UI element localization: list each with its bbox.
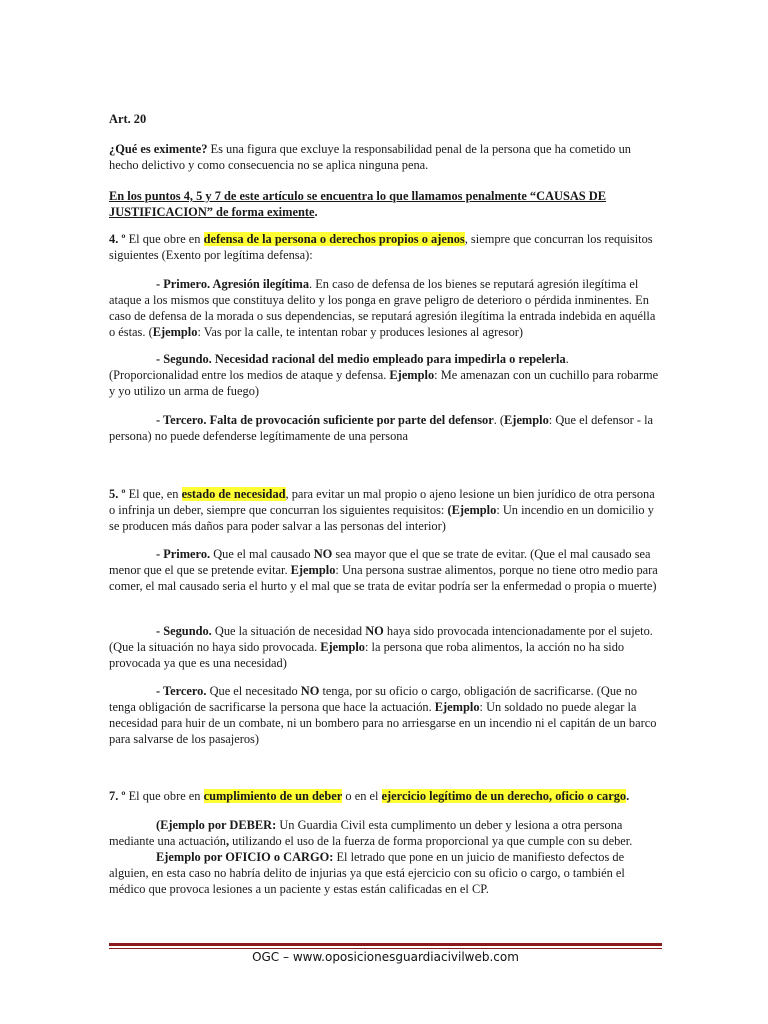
definition-paragraph: ¿Qué es eximente? Es una figura que excluye la responsabilidad penal de la persona que ha cometido un hecho delictivo y como consecuencia no se aplica ninguna pena. xyxy=(109,142,631,172)
point-4-paragraph: 4. º El que obre en defensa de la persona o derechos propios o ajenos, siempre que concurran los requisitos siguientes (Exento por legítima defensa): xyxy=(109,232,653,262)
point-5-requirement-3: - Tercero. Que el necesitado NO tenga, por su oficio o cargo, obligación de sacrificarse. (Que no tenga obligación de sacrificarse la persona que hace la actuación. Ejemplo: Un soldado no puede alegar la necesidad para huir de un combate, ni un bombero para no arriesgarse en un incendio ni el capitán de un barco para salvarse de los pasajeros) xyxy=(109,684,657,746)
point-4-requirement-1: - Primero. Agresión ilegítima. En caso de defensa de los bienes se reputará agresión ilegítima el ataque a los mismos que constituya delito y los ponga en grave peligro de deterioro o pérdida inminentes. En caso de defensa de la morada o sus dependencias, se reputará agresión ilegítima la entrada indebida en aquélla o éstas. (Ejemplo: Vas por la calle, te intentan robar y produces lesiones al agresor) xyxy=(109,277,656,339)
point-5-paragraph: 5. º El que, en estado de necesidad, para evitar un mal propio o ajeno lesione un bien jurídico de otra persona o infrinja un deber, siempre que concurran los siguientes requisitos: (Ejemplo: Un incendio en un domicilio y se producen más daños para poder salvar a las personas del interior) xyxy=(109,487,655,533)
point-5-requirement-1: - Primero. Que el mal causado NO sea mayor que el que se trate de evitar. (Que el mal causado sea menor que el que se pretende evitar. Ejemplo: Una persona sustrae alimentos, porque no tiene otro medio para comer, el mal causado seria el hurto y el mal que se trata de evitar podría ser la enfermedad o propia o muerte) xyxy=(109,547,658,593)
point-7-examples: (Ejemplo por DEBER: Un Guardia Civil esta cumplimento un deber y lesiona a otra persona mediante una actuación, utilizando el uso de la fuerza de forma proporcional ya que cumple con su deber. Ejemplo por OFICIO o CARGO: El letrado que pone en un juicio de manifiesto defectos de alguien, en esta caso no habría delito de injurias ya que está ejercicio con su oficio o cargo, o también el médico que provoca lesiones a un paciente y estas están calificadas en el CP. xyxy=(109,818,633,896)
point-7-paragraph: 7. º El que obre en cumplimiento de un deber o en el ejercicio legítimo de un derecho, oficio o cargo. xyxy=(109,789,630,803)
footer-divider xyxy=(109,943,662,946)
intro-paragraph: En los puntos 4, 5 y 7 de este artículo se encuentra lo que llamamos penalmente “CAUSAS DE JUSTIFICACION” de forma eximente. xyxy=(109,189,607,219)
article-title: Art. 20 xyxy=(109,112,147,126)
point-4-requirement-3: - Tercero. Falta de provocación suficiente por parte del defensor. (Ejemplo: Que el defensor - la persona) no puede defenderse legítimamente de una persona xyxy=(109,413,654,443)
point-4-requirement-2: - Segundo. Necesidad racional del medio empleado para impedirla o repelerla. (Proporcionalidad entre los medios de ataque y defensa. Ejemplo: Me amenazan con un cuchillo para robarme y yo utilizo un arma de fuego) xyxy=(109,352,659,398)
footer-website: OGC – www.oposicionesguardiacivilweb.com xyxy=(252,950,519,964)
footer-divider-thin xyxy=(109,948,662,949)
point-5-requirement-2: - Segundo. Que la situación de necesidad NO haya sido provocada intencionadamente por el sujeto. (Que la situación no haya sido provocada. Ejemplo: la persona que roba alimentos, la acción no ha sido provocada ya que es una necesidad) xyxy=(109,624,653,670)
